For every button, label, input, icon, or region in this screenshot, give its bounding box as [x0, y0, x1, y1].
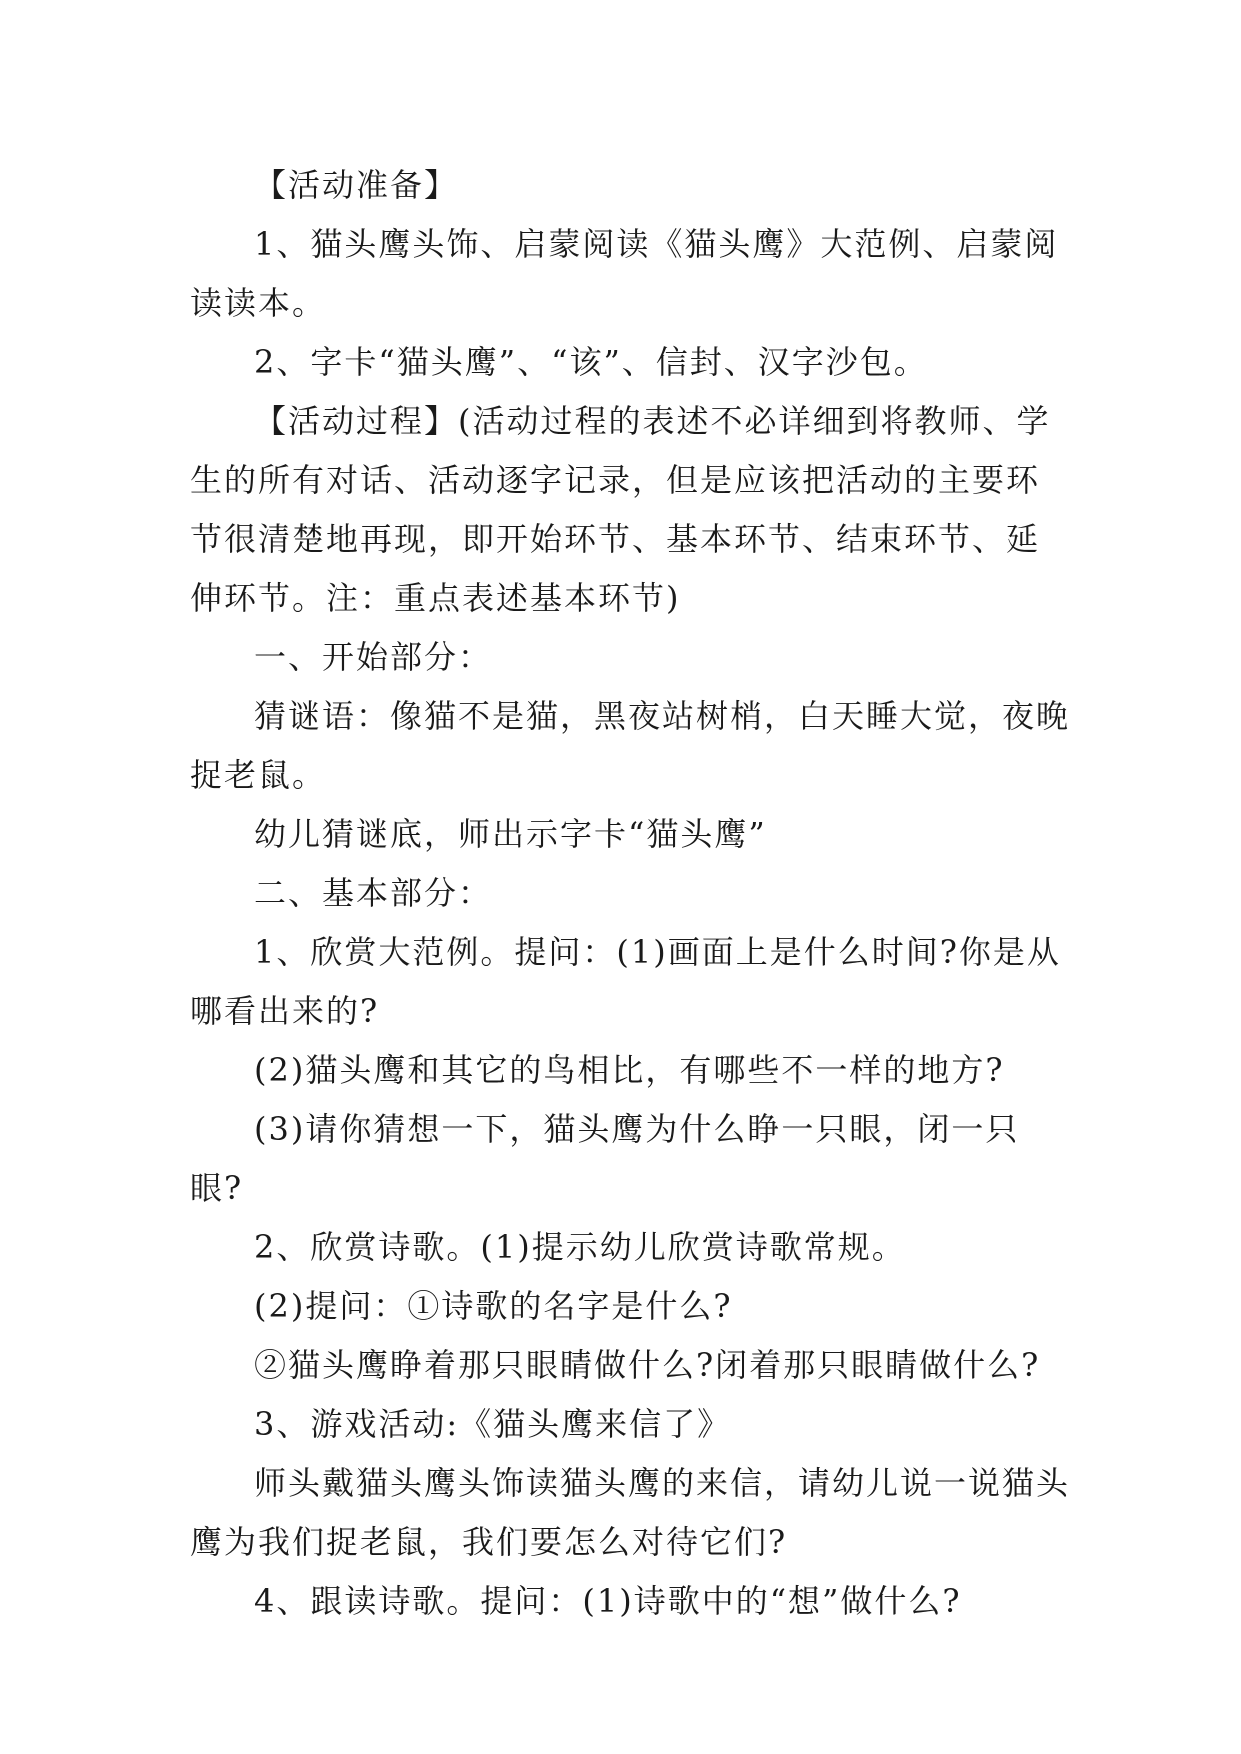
- paragraph: ②猫头鹰睁着那只眼睛做什么?闭着那只眼睛做什么?: [254, 1346, 1041, 1384]
- subsection-heading: 一、开始部分：: [254, 638, 493, 676]
- subsection-heading: 二、基本部分：: [254, 874, 493, 912]
- paragraph: 3、游戏活动:《猫头鹰来信了》: [254, 1405, 732, 1443]
- paragraph: (3)请你猜想一下，猫头鹰为什么睁一只眼，闭一只眼?: [190, 1110, 1020, 1207]
- paragraph: 2、欣赏诗歌。(1)提示幼儿欣赏诗歌常规。: [254, 1228, 906, 1266]
- paragraph: 幼儿猜谜底，师出示字卡“猫头鹰”: [254, 815, 767, 853]
- paragraph: 2、字卡“猫头鹰”、“该”、信封、汉字沙包。: [254, 343, 928, 381]
- paragraph: 1、猫头鹰头饰、启蒙阅读《猫头鹰》大范例、启蒙阅读读本。: [190, 225, 1059, 322]
- section-heading-process: 【活动过程】(活动过程的表述不必详细到将教师、学生的所有对话、活动逐字记录，但是应该把活动的主要环节很清楚地再现，即开始环节、基本环节、结束环节、延伸环节。注：重点表述基本环节): [190, 402, 1051, 617]
- paragraph: (2)提问：①诗歌的名字是什么?: [254, 1287, 733, 1325]
- paragraph: 1、欣赏大范例。提问：(1)画面上是什么时间?你是从哪看出来的?: [190, 933, 1061, 1030]
- section-heading-preparation: 【活动准备】: [254, 166, 459, 204]
- paragraph: 猜谜语：像猫不是猫，黑夜站树梢，白天睡大觉，夜晚捉老鼠。: [190, 697, 1071, 794]
- paragraph: (2)猫头鹰和其它的鸟相比，有哪些不一样的地方?: [254, 1051, 1005, 1089]
- paragraph: 师头戴猫头鹰头饰读猫头鹰的来信，请幼儿说一说猫头鹰为我们捉老鼠，我们要怎么对待它们?: [190, 1464, 1071, 1561]
- paragraph: 4、跟读诗歌。提问：(1)诗歌中的“想”做什么?: [254, 1582, 962, 1620]
- document-body: [190, 156, 1070, 1631]
